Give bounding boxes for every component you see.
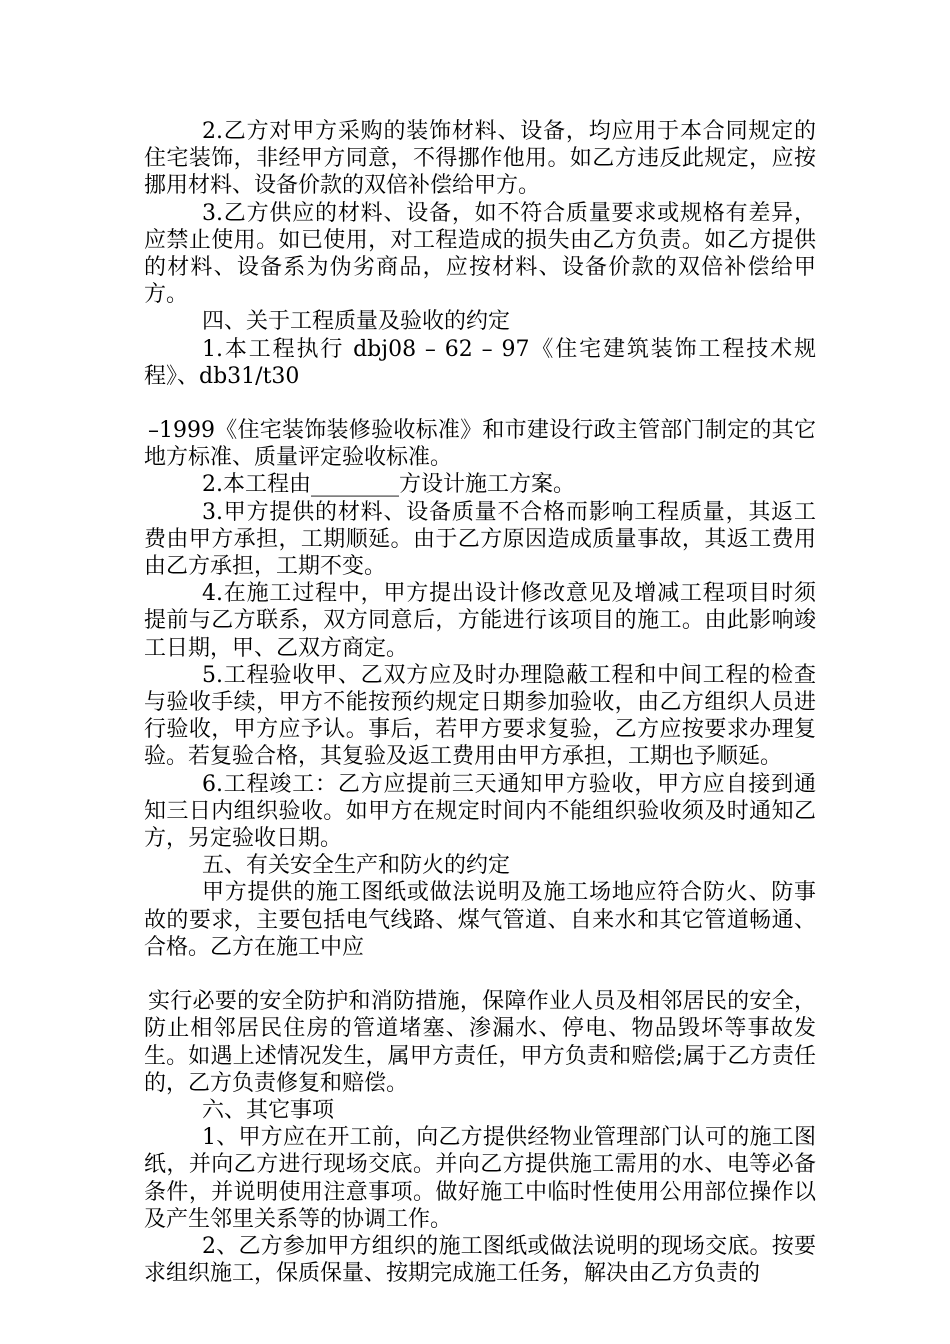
section-heading-safety-fire: 五、有关安全生产和防火的约定	[202, 853, 511, 879]
paragraph-completion: 6.工程竣工：乙方应提前三天通知甲方验收，甲方应自接到通知三日内组织验收。如甲方在规定时间内不能组织验收须及时通知乙方，另定验收日期。	[144, 771, 816, 852]
paragraph-safety-measures: 实行必要的安全防护和消防措施，保障作业人员及相邻居民的安全，防止相邻居民住房的管道堵塞、渗漏水、停电、物品毁坏等事故发生。如遇上述情况发生，属甲方责任，甲方负责和赔偿;属于乙方责任的，乙方负责修复和赔偿。	[144, 989, 816, 1096]
section-heading-other-matters: 六、其它事项	[202, 1097, 335, 1123]
section-heading-quality-acceptance: 四、关于工程质量及验收的约定	[202, 309, 511, 335]
paragraph-standards: 1.本工程执行 dbj08 – 62 – 97《住宅建筑装饰工程技术规程》、db31/t30	[144, 336, 816, 389]
paragraph-party-a-duties: 1、甲方应在开工前，向乙方提供经物业管理部门认可的施工图纸，并向乙方进行现场交底。并向乙方提供施工需用的水、电等必备条件，并说明使用注意事项。做好施工中临时性使用公用部位操作以及产生邻里关系等的协调工作。	[144, 1125, 816, 1232]
paragraph-fire-requirements: 甲方提供的施工图纸或做法说明及施工场地应符合防火、防事故的要求，主要包括电气线路、煤气管道、自来水和其它管道畅通、合格。乙方在施工中应	[144, 880, 816, 960]
paragraph-design-plan: 2.本工程由________方设计施工方案。	[202, 472, 575, 498]
paragraph-rework-cost: 3.甲方提供的材料、设备质量不合格而影响工程质量，其返工费由甲方承担，工期顺延。由于乙方原因造成质量事故，其返工费用由乙方承担，工期不变。	[144, 499, 816, 580]
page-break-gap	[144, 961, 816, 988]
paragraph-material-use: 2.乙方对甲方采购的装饰材料、设备，均应用于本合同规定的住宅装饰，非经甲方同意，不得挪作他用。如乙方违反此规定，应按挪用材料、设备价款的双倍补偿给甲方。	[144, 119, 816, 199]
paragraph-design-changes: 4.在施工过程中，甲方提出设计修改意见及增减工程项目时须提前与乙方联系，双方同意后，方能进行该项目的施工。由此影响竣工日期，甲、乙双方商定。	[144, 581, 816, 661]
paragraph-standards-continued: –1999《住宅装饰装修验收标准》和市建设行政主管部门制定的其它地方标准、质量评定验收标准。	[144, 418, 816, 471]
page-break-gap	[144, 390, 816, 417]
paragraph-material-quality: 3.乙方供应的材料、设备，如不符合质量要求或规格有差异，应禁止使用。如已使用，对工程造成的损失由乙方负责。如乙方提供的材料、设备系为伪劣商品，应按材料、设备价款的双倍补偿给甲方。	[144, 200, 816, 308]
paragraph-party-b-duties: 2、乙方参加甲方组织的施工图纸或做法说明的现场交底。按要求组织施工，保质保量、按期完成施工任务，解决由乙方负责的	[144, 1233, 816, 1287]
document-body	[144, 118, 816, 1287]
paragraph-inspection: 5.工程验收甲、乙双方应及时办理隐蔽工程和中间工程的检查与验收手续，甲方不能按预约规定日期参加验收，由乙方组织人员进行验收，甲方应予认。事后，若甲方要求复验，乙方应按要求办理复验。若复验合格，其复验及返工费用由甲方承担，工期也予顺延。	[144, 662, 816, 770]
